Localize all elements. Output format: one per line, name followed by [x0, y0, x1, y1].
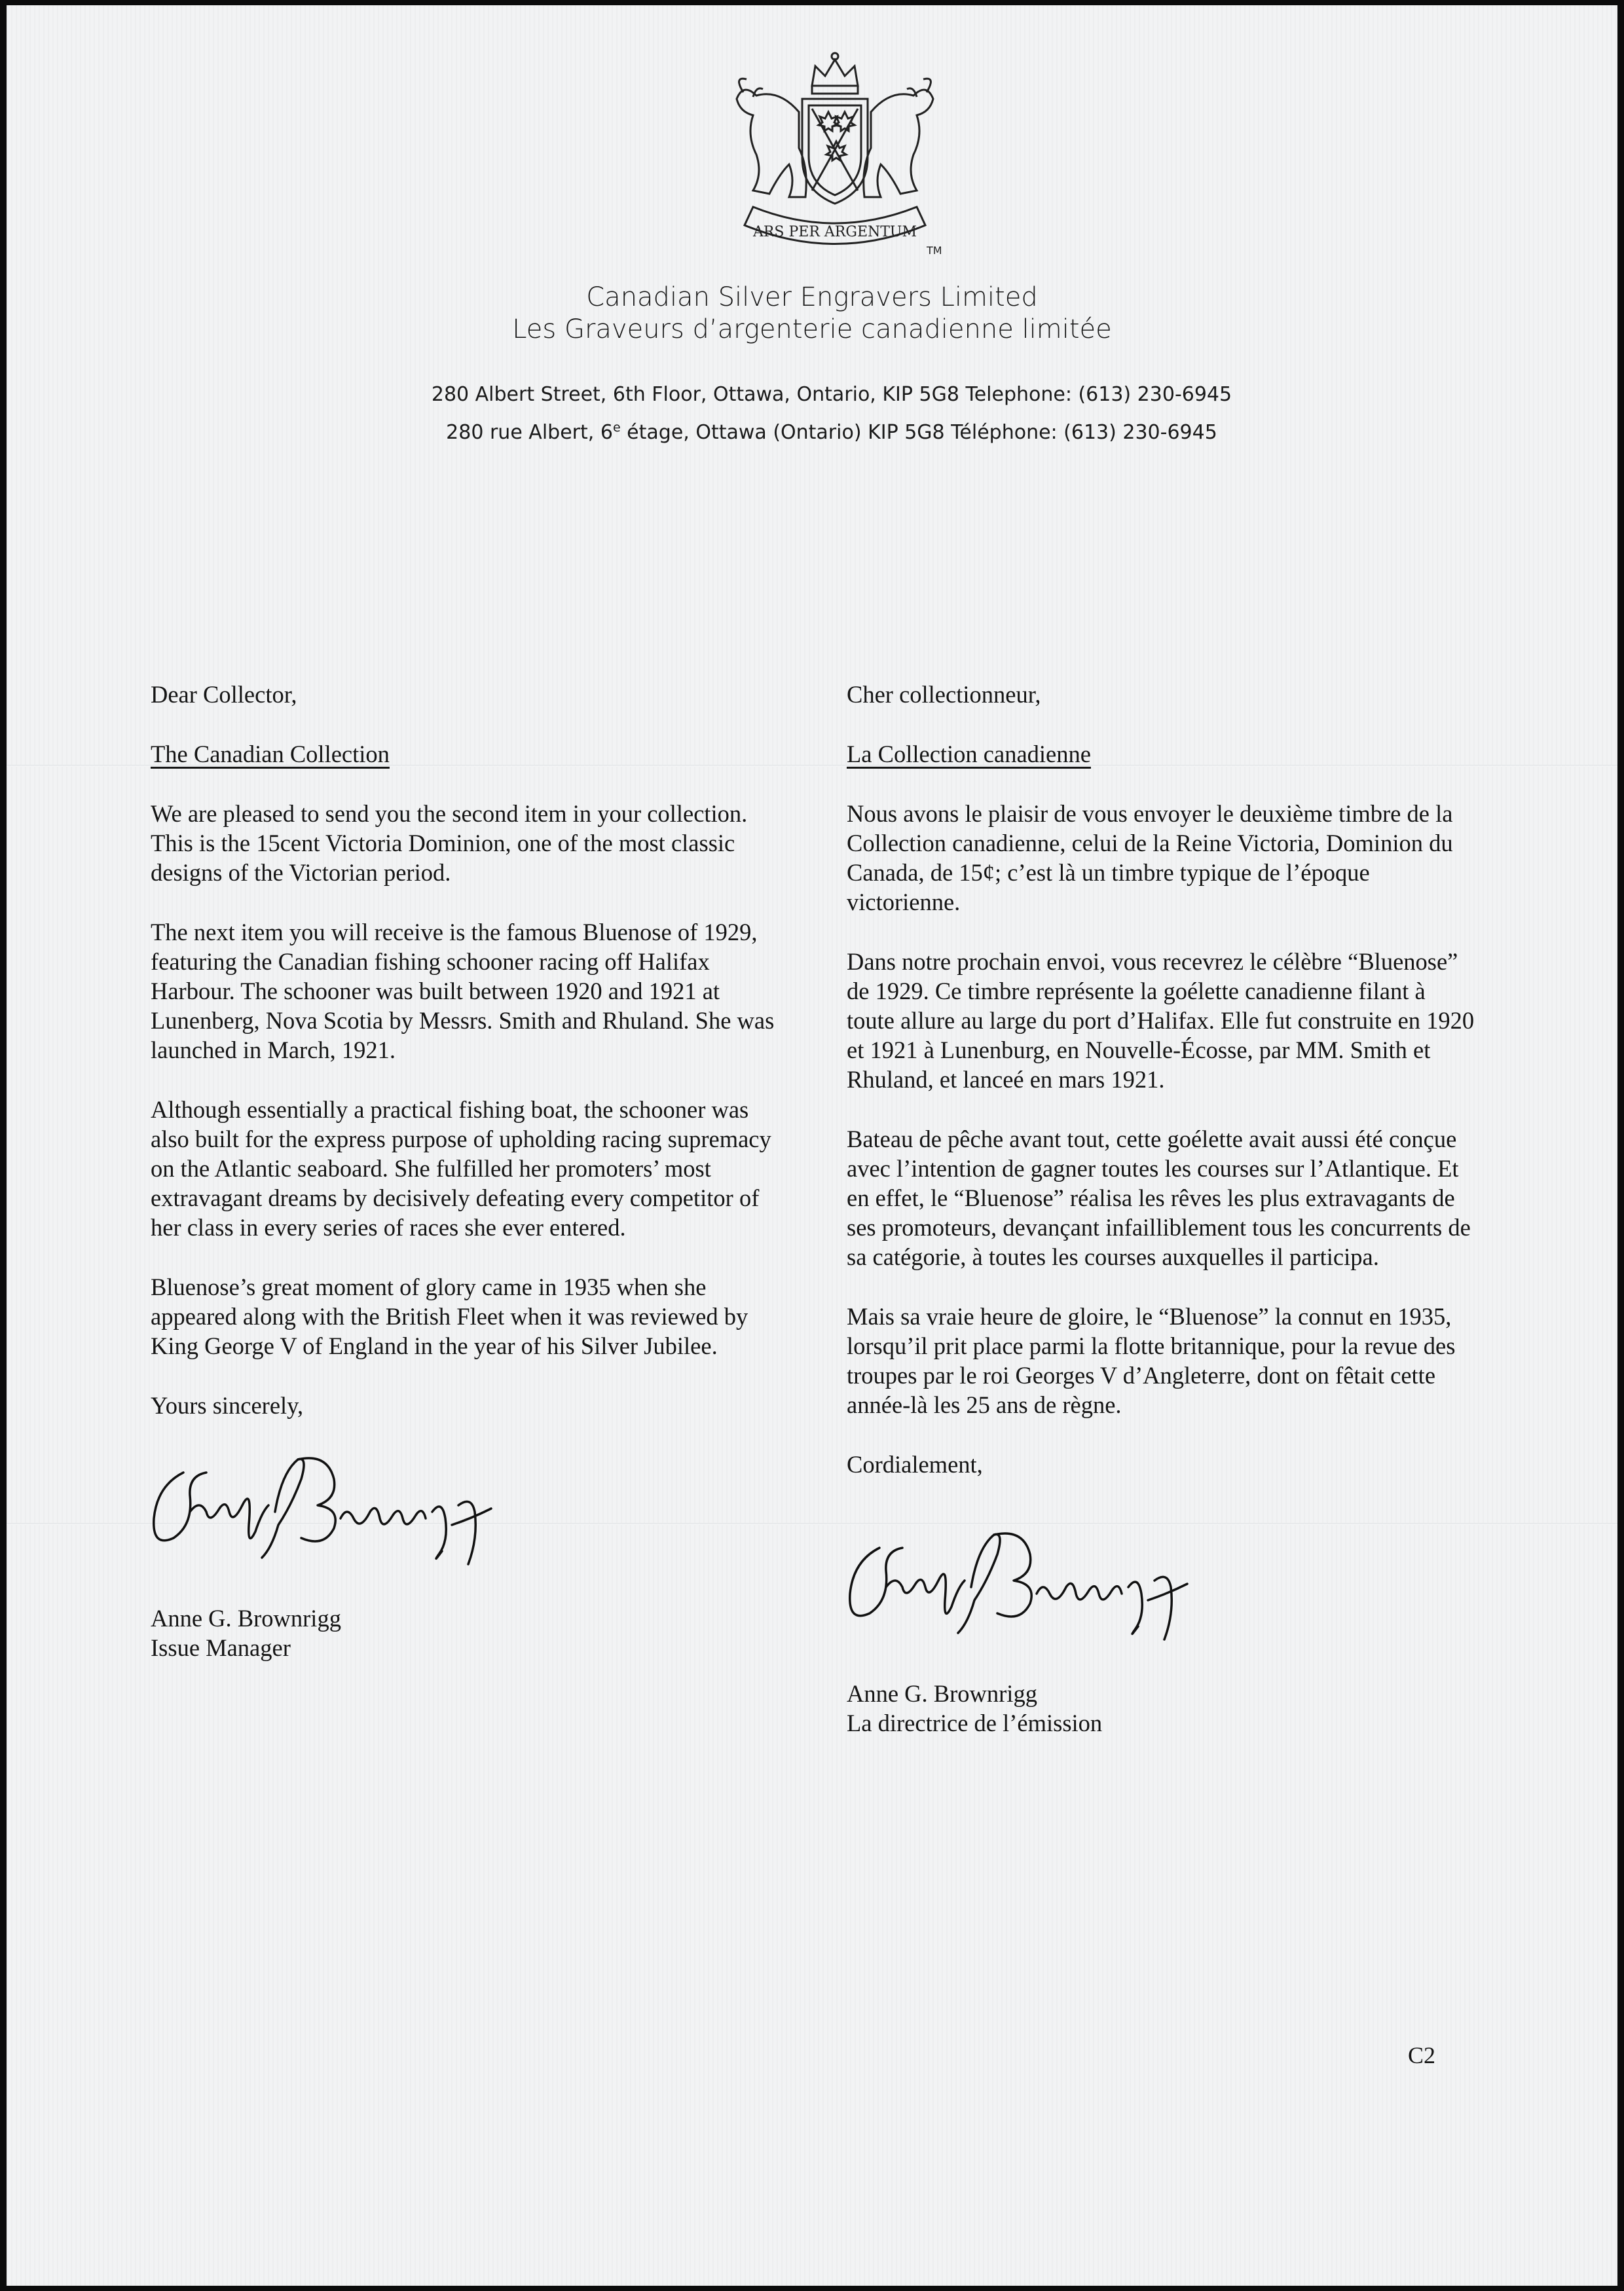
body-paragraph: We are pleased to send you the second item in your collection. This is the 15cent Victoria Dominion, one of the most classic designs of the Victorian period. — [151, 800, 748, 886]
signatory-name: Anne G. Brownrigg — [151, 1605, 341, 1632]
handwritten-signature — [840, 1509, 1259, 1646]
closing: Yours sincerely, — [151, 1392, 304, 1419]
company-name-en: Canadian Silver Engravers Limited — [586, 282, 1038, 312]
letter-english-column — [151, 680, 779, 1662]
signatory-name: Anne G. Brownrigg — [847, 1680, 1037, 1707]
company-name-block — [7, 282, 1617, 346]
subject-line: La Collection canadienne — [847, 741, 1091, 767]
signatory-title: Issue Manager — [151, 1634, 291, 1661]
salutation: Dear Collector, — [151, 681, 297, 708]
signatory-block — [151, 1604, 779, 1662]
signatory-block — [847, 1679, 1475, 1738]
body-paragraph: Bluenose’s great moment of glory came in 1935 when she appeared along with the British Fleet when it was reviewed by King George V of England in the year of his Silver Jubilee. — [151, 1274, 748, 1359]
body-paragraph: Although essentially a practical fishing boat, the schooner was also built for the express purpose of upholding racing supremacy on the Atlantic seaboard. She fulfilled her promoters’ most extravagant dreams by decisively defeating every competitor of her class in every series of races she ever entered. — [151, 1096, 771, 1241]
company-address-block — [7, 378, 1624, 449]
body-paragraph: Bateau de pêche avant tout, cette goélette avait aussi été conçue avec l’intention de gagner toutes les courses sur l’Atlantique. Et en effet, le “Bluenose” réalisa les rêves les plus extravagants de ses promoteurs, devançant infailliblement tous les concurrents de sa catégorie, à toutes les courses auxquelles il participa. — [847, 1126, 1471, 1270]
subject-line: The Canadian Collection — [151, 741, 390, 767]
coat-of-arms-crest-icon — [717, 50, 953, 263]
handwritten-signature — [144, 1433, 563, 1571]
closing: Cordialement, — [847, 1451, 983, 1478]
crest-motto: ARS PER ARGENTUM — [752, 224, 917, 240]
body-paragraph: The next item you will receive is the famous Bluenose of 1929, featuring the Canadian fishing schooner racing off Halifax Harbour. The schooner was built between 1920 and 1921 at Lunenberg, Nova Scotia by Messrs. Smith and Rhuland. She was launched in March, 1921. — [151, 919, 775, 1063]
letter-french-column — [847, 680, 1475, 1738]
letter-page — [7, 5, 1617, 2286]
body-paragraph: Nous avons le plaisir de vous envoyer le deuxième timbre de la Collection canadienne, celui de la Reine Victoria, Dominion du Canada, de 15¢; c’est là un timbre typique de l’époque victorienne. — [847, 800, 1453, 915]
trademark-mark: TM — [927, 244, 942, 257]
salutation: Cher collectionneur, — [847, 681, 1041, 708]
company-name-fr: Les Graveurs d’argenterie canadienne limitée — [512, 314, 1112, 344]
page-code: C2 — [1408, 2042, 1436, 2068]
signatory-title: La directrice de l’émission — [847, 1710, 1103, 1736]
body-paragraph: Mais sa vraie heure de gloire, le “Bluenose” la connut en 1935, lorsqu’il prit place parmi la flotte britannique, pour la revue des troupes par le roi Georges V d’Angleterre, dont on fêtait cette année-là les 25 ans de règne. — [847, 1303, 1456, 1418]
address-fr: 280 rue Albert, 6e étage, Ottawa (Ontario) KIP 5G8 Téléphone: (613) 230-6945 — [446, 420, 1217, 444]
address-en: 280 Albert Street, 6th Floor, Ottawa, Ontario, KIP 5G8 Telephone: (613) 230-6945 — [431, 383, 1232, 406]
body-paragraph: Dans notre prochain envoi, vous recevrez le célèbre “Bluenose” de 1929. Ce timbre représente la goélette canadienne filant à toute allure au large du port d’Halifax. Elle fut construite en 1920 et 1921 à Lunenburg, en Nouvelle-Écosse, par MM. Smith et Rhuland, et lanceé en mars 1921. — [847, 948, 1475, 1093]
